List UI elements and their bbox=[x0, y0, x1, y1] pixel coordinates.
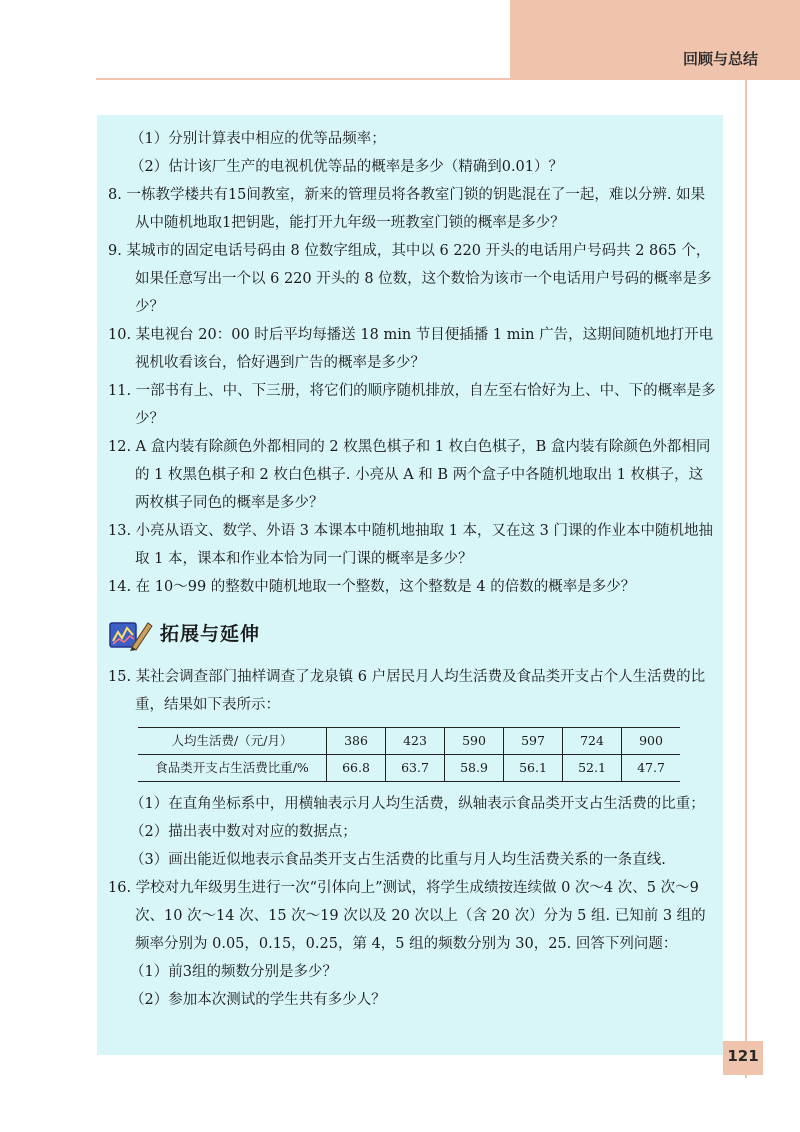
intro-item-1: （1）分别计算表中相应的优等品频率； bbox=[130, 131, 386, 147]
chapter-title: 回顾与总结 bbox=[682, 50, 758, 68]
problem-16-item-2: （2）参加本次测试的学生共有多少人？ bbox=[130, 992, 386, 1008]
problem-13: 13. 小亮从语文、数学、外语 3 本课本中随机地抽取 1 本，又在这 3 门课的作业本中随机地抽取 1 本，课本和作业本恰为同一门课的概率是多少？ bbox=[108, 523, 713, 567]
exercise-content bbox=[108, 125, 716, 1014]
pen-chart-icon bbox=[108, 617, 154, 651]
table-cell: 423 bbox=[386, 728, 445, 755]
table-cell: 597 bbox=[504, 728, 563, 755]
problem-10: 10. 某电视台 20：00 时后平均每播送 18 min 节目便插播 1 min 广告，这期间随机地打开电视机收看该台，恰好遇到广告的概率是多少？ bbox=[108, 327, 714, 371]
table-cell: 66.8 bbox=[327, 755, 386, 782]
table-row bbox=[138, 755, 680, 782]
section-header bbox=[108, 617, 716, 651]
row-label-spending: 人均生活费/（元/月） bbox=[138, 728, 327, 755]
problem-15-item-1: （1）在直角坐标系中，用横轴表示月人均生活费，纵轴表示食品类开支占生活费的比重； bbox=[130, 796, 705, 812]
table-cell: 63.7 bbox=[386, 755, 445, 782]
table-cell: 56.1 bbox=[504, 755, 563, 782]
section-title: 拓展与延伸 bbox=[160, 623, 261, 645]
problem-14: 14. 在 10～99 的整数中随机地取一个整数，这个整数是 4 的倍数的概率是多少？ bbox=[108, 579, 636, 595]
table-cell: 590 bbox=[445, 728, 504, 755]
table-cell: 724 bbox=[563, 728, 622, 755]
table-row bbox=[138, 728, 680, 755]
intro-item-2: （2）估计该厂生产的电视机优等品的概率是多少（精确到0.01）？ bbox=[130, 159, 564, 175]
problem-15-item-2: （2）描出表中数对对应的数据点； bbox=[130, 824, 357, 840]
problem-11: 11. 一部书有上、中、下三册，将它们的顺序随机排放，自左至右恰好为上、中、下的概率是多少？ bbox=[108, 383, 716, 427]
problem-8: 8. 一栋教学楼共有15间教室，新来的管理员将各教室门锁的钥匙混在了一起，难以分辨. 如果从中随机地取1把钥匙，能打开九年级一班教室门锁的概率是多少？ bbox=[108, 187, 706, 231]
side-rule bbox=[745, 78, 747, 1078]
data-table bbox=[138, 727, 680, 782]
problem-15-item-3: （3）画出能近似地表示食品类开支占生活费的比重与月人均生活费关系的一条直线. bbox=[130, 852, 666, 868]
problem-9: 9. 某城市的固定电话号码由 8 位数字组成，其中以 6 220 开头的电话用户号码共 2 865 个，如果任意写出一个以 6 220 开头的 8 位数，这个数恰为该市一个电话用户号码的概率是多少？ bbox=[108, 243, 712, 315]
page-number: 121 bbox=[727, 1047, 759, 1065]
problem-16: 16. 学校对九年级男生进行一次“引体向上”测试，将学生成绩按连续做 0 次～4 次、5 次～9 次、10 次～14 次、15 次～19 次以及 20 次以上（含 20 次）分为 5 组. 已知前 3 组的频率分别为 0.05，0.15，0.25，第 4，5 组的频数分别为 30，25. 回答下列问题： bbox=[108, 880, 706, 952]
table-cell: 386 bbox=[327, 728, 386, 755]
problem-16-item-1: （1）前3组的频数分别是多少？ bbox=[130, 964, 337, 980]
problem-15: 15. 某社会调查部门抽样调查了龙泉镇 6 户居民月人均生活费及食品类开支占个人生活费的比重，结果如下表所示： bbox=[108, 669, 706, 713]
table-cell: 52.1 bbox=[563, 755, 622, 782]
header-divider bbox=[96, 78, 800, 80]
problem-12: 12. A 盒内装有除颜色外都相同的 2 枚黑色棋子和 1 枚白色棋子，B 盒内装有除颜色外都相同的 1 枚黑色棋子和 2 枚白色棋子. 小亮从 A 和 B 两个盒子中各随机地取出 1 枚棋子，这两枚棋子同色的概率是多少？ bbox=[108, 439, 711, 511]
table-cell: 900 bbox=[622, 728, 681, 755]
table-cell: 47.7 bbox=[622, 755, 681, 782]
row-label-food-ratio: 食品类开支占生活费比重/% bbox=[138, 755, 327, 782]
table-cell: 58.9 bbox=[445, 755, 504, 782]
